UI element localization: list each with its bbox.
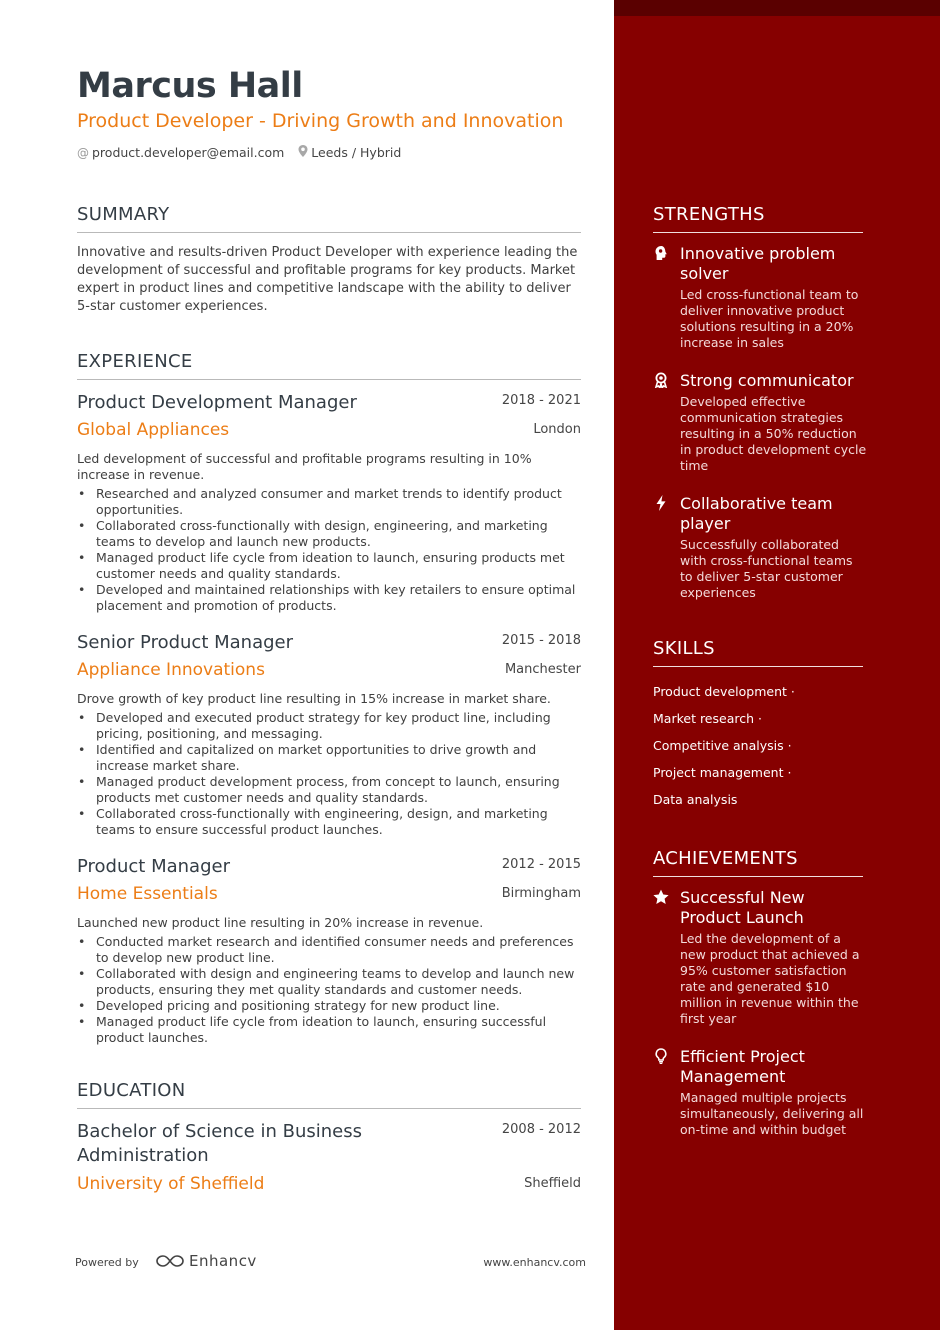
skill-item: Product development · [653,684,795,699]
strength-description: Led cross-functional team to deliver innovative product solutions resulting in a 20% increase in sales [680,287,859,350]
job-dates: 2015 - 2018 [501,633,581,648]
education-dates: 2008 - 2012 [501,1122,581,1137]
job-bullets [77,710,581,838]
award-icon [653,372,671,390]
skill-item: Data analysis [653,792,738,807]
job-bullet: • Collaborated cross-functionally with engineering, design, and marketing teams to ensure successful product launches. [77,806,581,838]
job-title: Product Manager [77,856,230,877]
job-company: Home Essentials [77,884,218,904]
achievements-heading: ACHIEVEMENTS [653,848,863,877]
job-bullet: • Collaborated cross-functionally with design, engineering, and marketing teams to develop and launch new products. [77,518,581,550]
job-bullet: • Developed pricing and positioning strategy for new product line. [77,998,581,1014]
achievement-item [653,1047,868,1138]
strength-description: Successfully collaborated with cross-functional teams to deliver 5-star customer experiences [680,537,853,600]
powered-by-text: Powered by [75,1256,139,1269]
email-link[interactable]: product.developer@email.com [92,145,285,160]
job-location: Manchester [504,662,581,677]
at-icon: @ [77,145,89,160]
job-dates: 2018 - 2021 [501,393,581,408]
skill-item: Project management · [653,765,792,780]
job-bullets [77,934,581,1046]
strength-item [653,371,868,474]
job-bullet: • Identified and capitalized on market opportunities to drive growth and increase market share. [77,742,581,774]
job-bullet: • Conducted market research and identified consumer needs and preferences to develop new product line. [77,934,581,966]
skill-item: Competitive analysis · [653,738,792,753]
achievement-title: Successful New Product Launch [680,888,805,927]
achievement-description: Managed multiple projects simultaneously, delivering all on-time and within budget [680,1090,864,1137]
job-bullet: • Managed product life cycle from ideation to launch, ensuring products met customer needs and quality standards. [77,550,581,582]
strength-title: Strong communicator [680,371,854,390]
education-heading: EDUCATION [77,1080,581,1109]
job-entry [77,856,581,1045]
candidate-name: Marcus Hall [77,66,303,106]
job-entry [77,632,581,837]
enhancv-logo[interactable] [155,1252,257,1270]
education-entry [77,1120,581,1194]
achievement-description: Led the development of a new product that achieved a 95% customer satisfaction rate and generated $10 million in revenue within the first year [680,931,860,1026]
job-bullet: • Researched and analyzed consumer and market trends to identify product opportunities. [77,486,581,518]
job-title: Senior Product Manager [77,632,294,653]
achievement-title: Efficient Project Management [680,1047,805,1086]
strength-title: Innovative problem solver [680,244,836,283]
location-pin-icon [298,145,308,160]
job-description: Led development of successful and profitable programs resulting in 10% increase in revenue. [77,451,532,482]
strength-item [653,244,868,351]
sidebar [614,0,940,1330]
job-description: Drove growth of key product line resulting in 15% increase in market share. [77,691,551,706]
candidate-headline: Product Developer - Driving Growth and Innovation [77,110,564,132]
job-bullet: • Collaborated with design and engineering teams to develop and launch new products, ensuring they met quality standards and customer needs. [77,966,581,998]
job-title: Product Development Manager [77,392,357,413]
strength-description: Developed effective communication strategies resulting in a 50% reduction in product development cycle time [680,394,867,473]
degree-title: Bachelor of Science in Business Administration [77,1121,362,1166]
job-bullet: • Managed product life cycle from ideation to launch, ensuring successful product launches. [77,1014,581,1046]
star-icon [653,889,671,907]
job-company: Appliance Innovations [77,660,265,680]
footer [75,1252,586,1274]
skills-heading: SKILLS [653,638,863,667]
job-dates: 2012 - 2015 [501,857,581,872]
job-company: Global Appliances [77,420,230,440]
lightning-icon [653,495,671,513]
brand-name: Enhancv [189,1252,257,1270]
contact-info [77,145,401,160]
experience-heading: EXPERIENCE [77,351,581,380]
achievement-item [653,888,868,1027]
sidebar-top-band [614,0,940,16]
strength-title: Collaborative team player [680,494,833,533]
lightbulb-icon [653,1048,671,1066]
job-bullet: • Developed and maintained relationships with key retailers to ensure optimal placement and promotion of products. [77,582,581,614]
skill-item: Market research · [653,711,762,726]
infinity-logo-icon [155,1253,185,1269]
skills-list [653,678,863,813]
job-description: Launched new product line resulting in 20% increase in revenue. [77,915,484,930]
website-link[interactable]: www.enhancv.com [483,1256,586,1269]
job-location: Birmingham [501,886,581,901]
location-text: Leeds / Hybrid [311,145,402,160]
school-location: Sheffield [524,1176,581,1191]
job-location: London [533,422,581,437]
job-bullets [77,486,581,614]
job-bullet: • Developed and executed product strategy for key product line, including pricing, positioning, and messaging. [77,710,581,742]
job-bullet: • Managed product development process, from concept to launch, ensuring products met customer needs and quality standards. [77,774,581,806]
summary-heading: SUMMARY [77,204,581,233]
strengths-heading: STRENGTHS [653,204,863,233]
school-name: University of Sheffield [77,1174,265,1194]
strength-item [653,494,868,601]
summary-text: Innovative and results-driven Product Developer with experience leading the development of successful and profitable programs for key products. Market expert in product lines and competitive landscape with the ability to deliver 5-star customer experiences. [77,245,578,314]
brain-icon [653,245,671,263]
job-entry [77,392,581,613]
